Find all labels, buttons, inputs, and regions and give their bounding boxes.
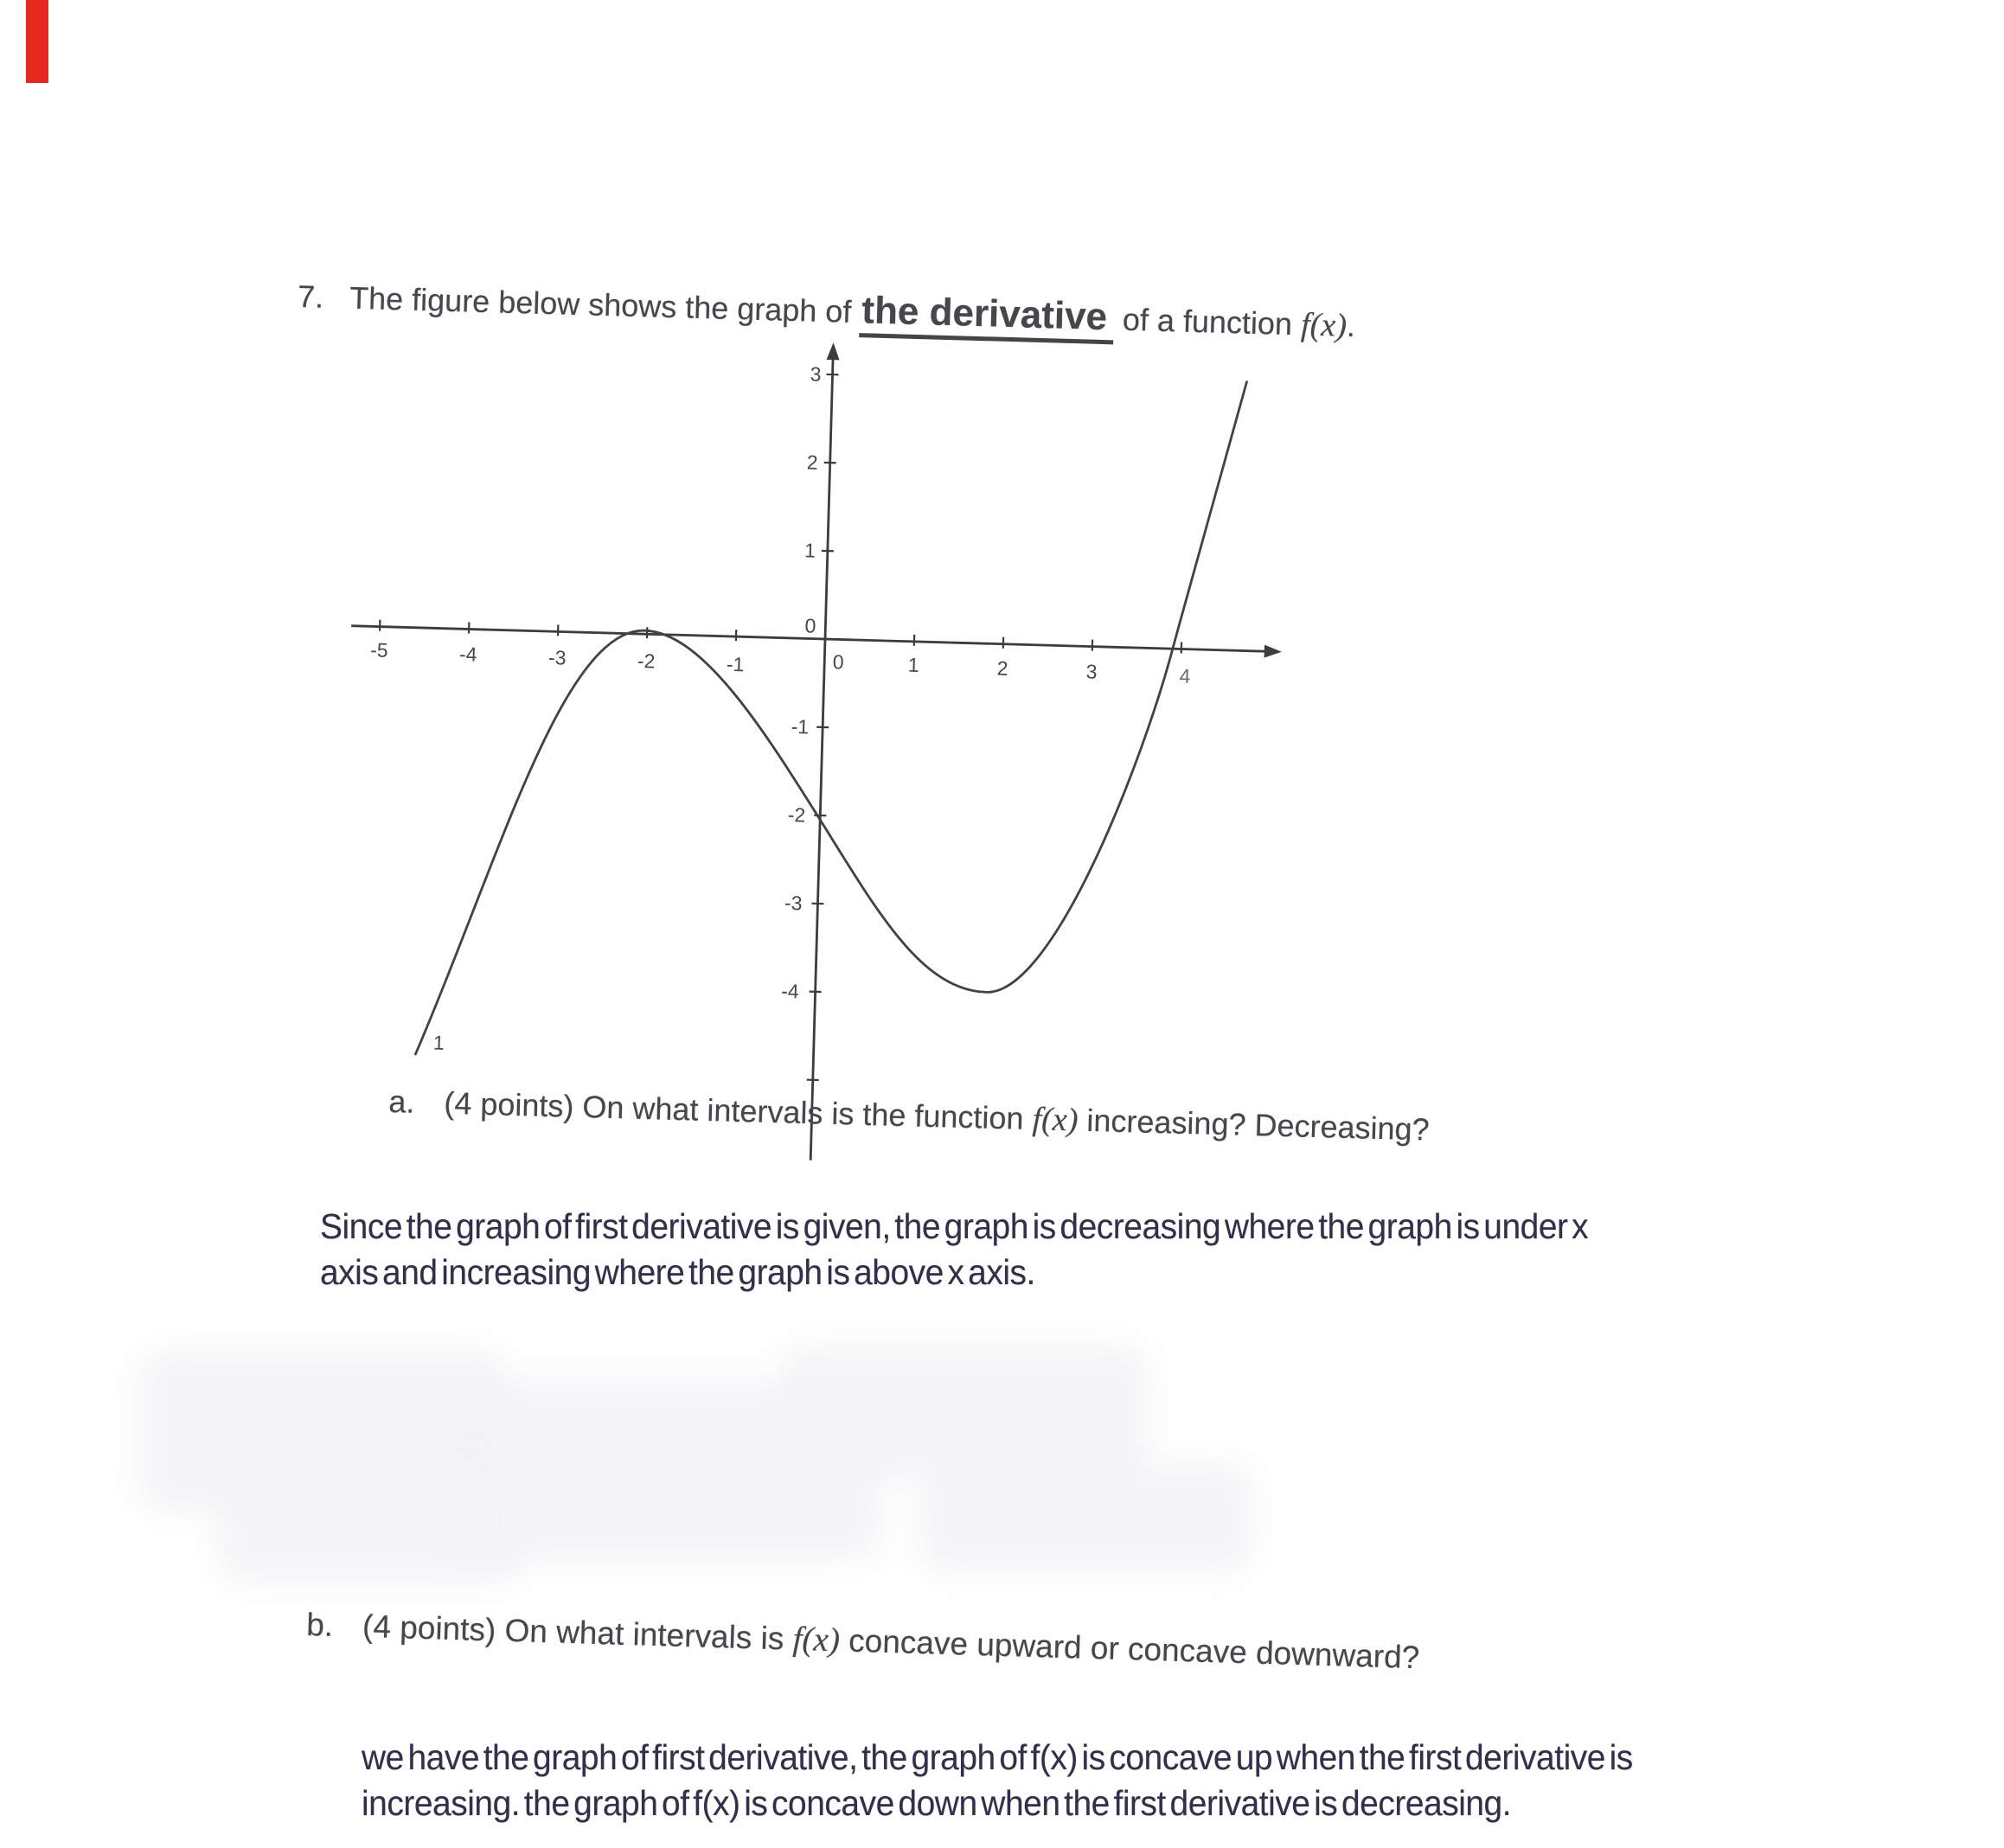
x-tick-label: -4 (458, 643, 477, 666)
x-tick-label: 3 (1085, 660, 1098, 683)
x-tick-marks (380, 620, 1181, 654)
x-tick-label: 4 (1179, 664, 1191, 687)
answer-b (362, 1735, 1633, 1826)
eraser-smudge (216, 1461, 528, 1583)
y-tick-label: 1 (804, 539, 816, 562)
y-tick-label: 2 (806, 451, 819, 474)
question-period: . (1346, 307, 1356, 344)
graph-canvas (291, 326, 1309, 1193)
answer-b-line2: increasing. the graph of f(x) is concave down when the first derivative is decreasing. (362, 1783, 1512, 1823)
question-text-after: of a function (1122, 301, 1293, 342)
x-tick-label-origin: 0 (832, 650, 845, 674)
x-tick-label: -3 (547, 646, 567, 669)
x-axis-arrow-icon (1265, 645, 1282, 659)
answer-b-line1: we have the graph of first derivative, the graph of f(x) is concave up when the first derivative is (362, 1737, 1633, 1777)
x-tick-label: 2 (996, 656, 1008, 680)
y-tick-label: 3 (810, 362, 822, 386)
y-axis-arrow-icon (827, 342, 841, 360)
question-number: 7. (297, 278, 324, 315)
part-b-label: b. (305, 1606, 334, 1643)
x-tick-label: -2 (637, 649, 656, 673)
x-tick-label: -5 (369, 638, 389, 662)
part-a-text-after: increasing? Decreasing? (1085, 1102, 1431, 1148)
answer-a-line1: Since the graph of first derivative is given, the graph is decreasing where the graph is under x (320, 1206, 1589, 1246)
y-tick-label: -2 (787, 803, 806, 827)
answer-a (320, 1204, 1588, 1295)
y-tick-label-origin: 0 (804, 614, 816, 637)
eraser-smudge (917, 1461, 1254, 1574)
y-tick-marks (807, 374, 839, 1080)
question-emphasis-underlined: the derivative (860, 289, 1115, 344)
red-margin-bar (26, 0, 48, 83)
question-text-before: The figure below shows the graph of (349, 279, 852, 329)
fx-math: f(x) (1300, 306, 1348, 344)
x-tick-label: -1 (726, 652, 745, 676)
fx-math: f(x) (1031, 1101, 1079, 1139)
part-b-text-before: On what intervals is (503, 1612, 784, 1657)
derivative-graph-figure (291, 326, 1309, 1193)
part-b-text-after: concave upward or concave downward? (848, 1622, 1420, 1676)
stray-mark: 1 (432, 1031, 445, 1054)
part-b-line (306, 1605, 1420, 1677)
y-tick-label: -3 (784, 891, 803, 915)
part-a-text-before: On what intervals is the function (581, 1089, 1025, 1136)
part-a-label: a. (387, 1083, 415, 1120)
part-a-points: (4 points) (443, 1084, 575, 1124)
part-b-points: (4 points) (362, 1608, 496, 1648)
y-tick-label: -4 (780, 979, 799, 1003)
fx-math: f(x) (791, 1620, 841, 1659)
answer-a-line2: axis and increasing where the graph is above x axis. (320, 1252, 1035, 1292)
x-tick-label: 1 (907, 653, 919, 677)
y-tick-label: -1 (791, 714, 810, 739)
